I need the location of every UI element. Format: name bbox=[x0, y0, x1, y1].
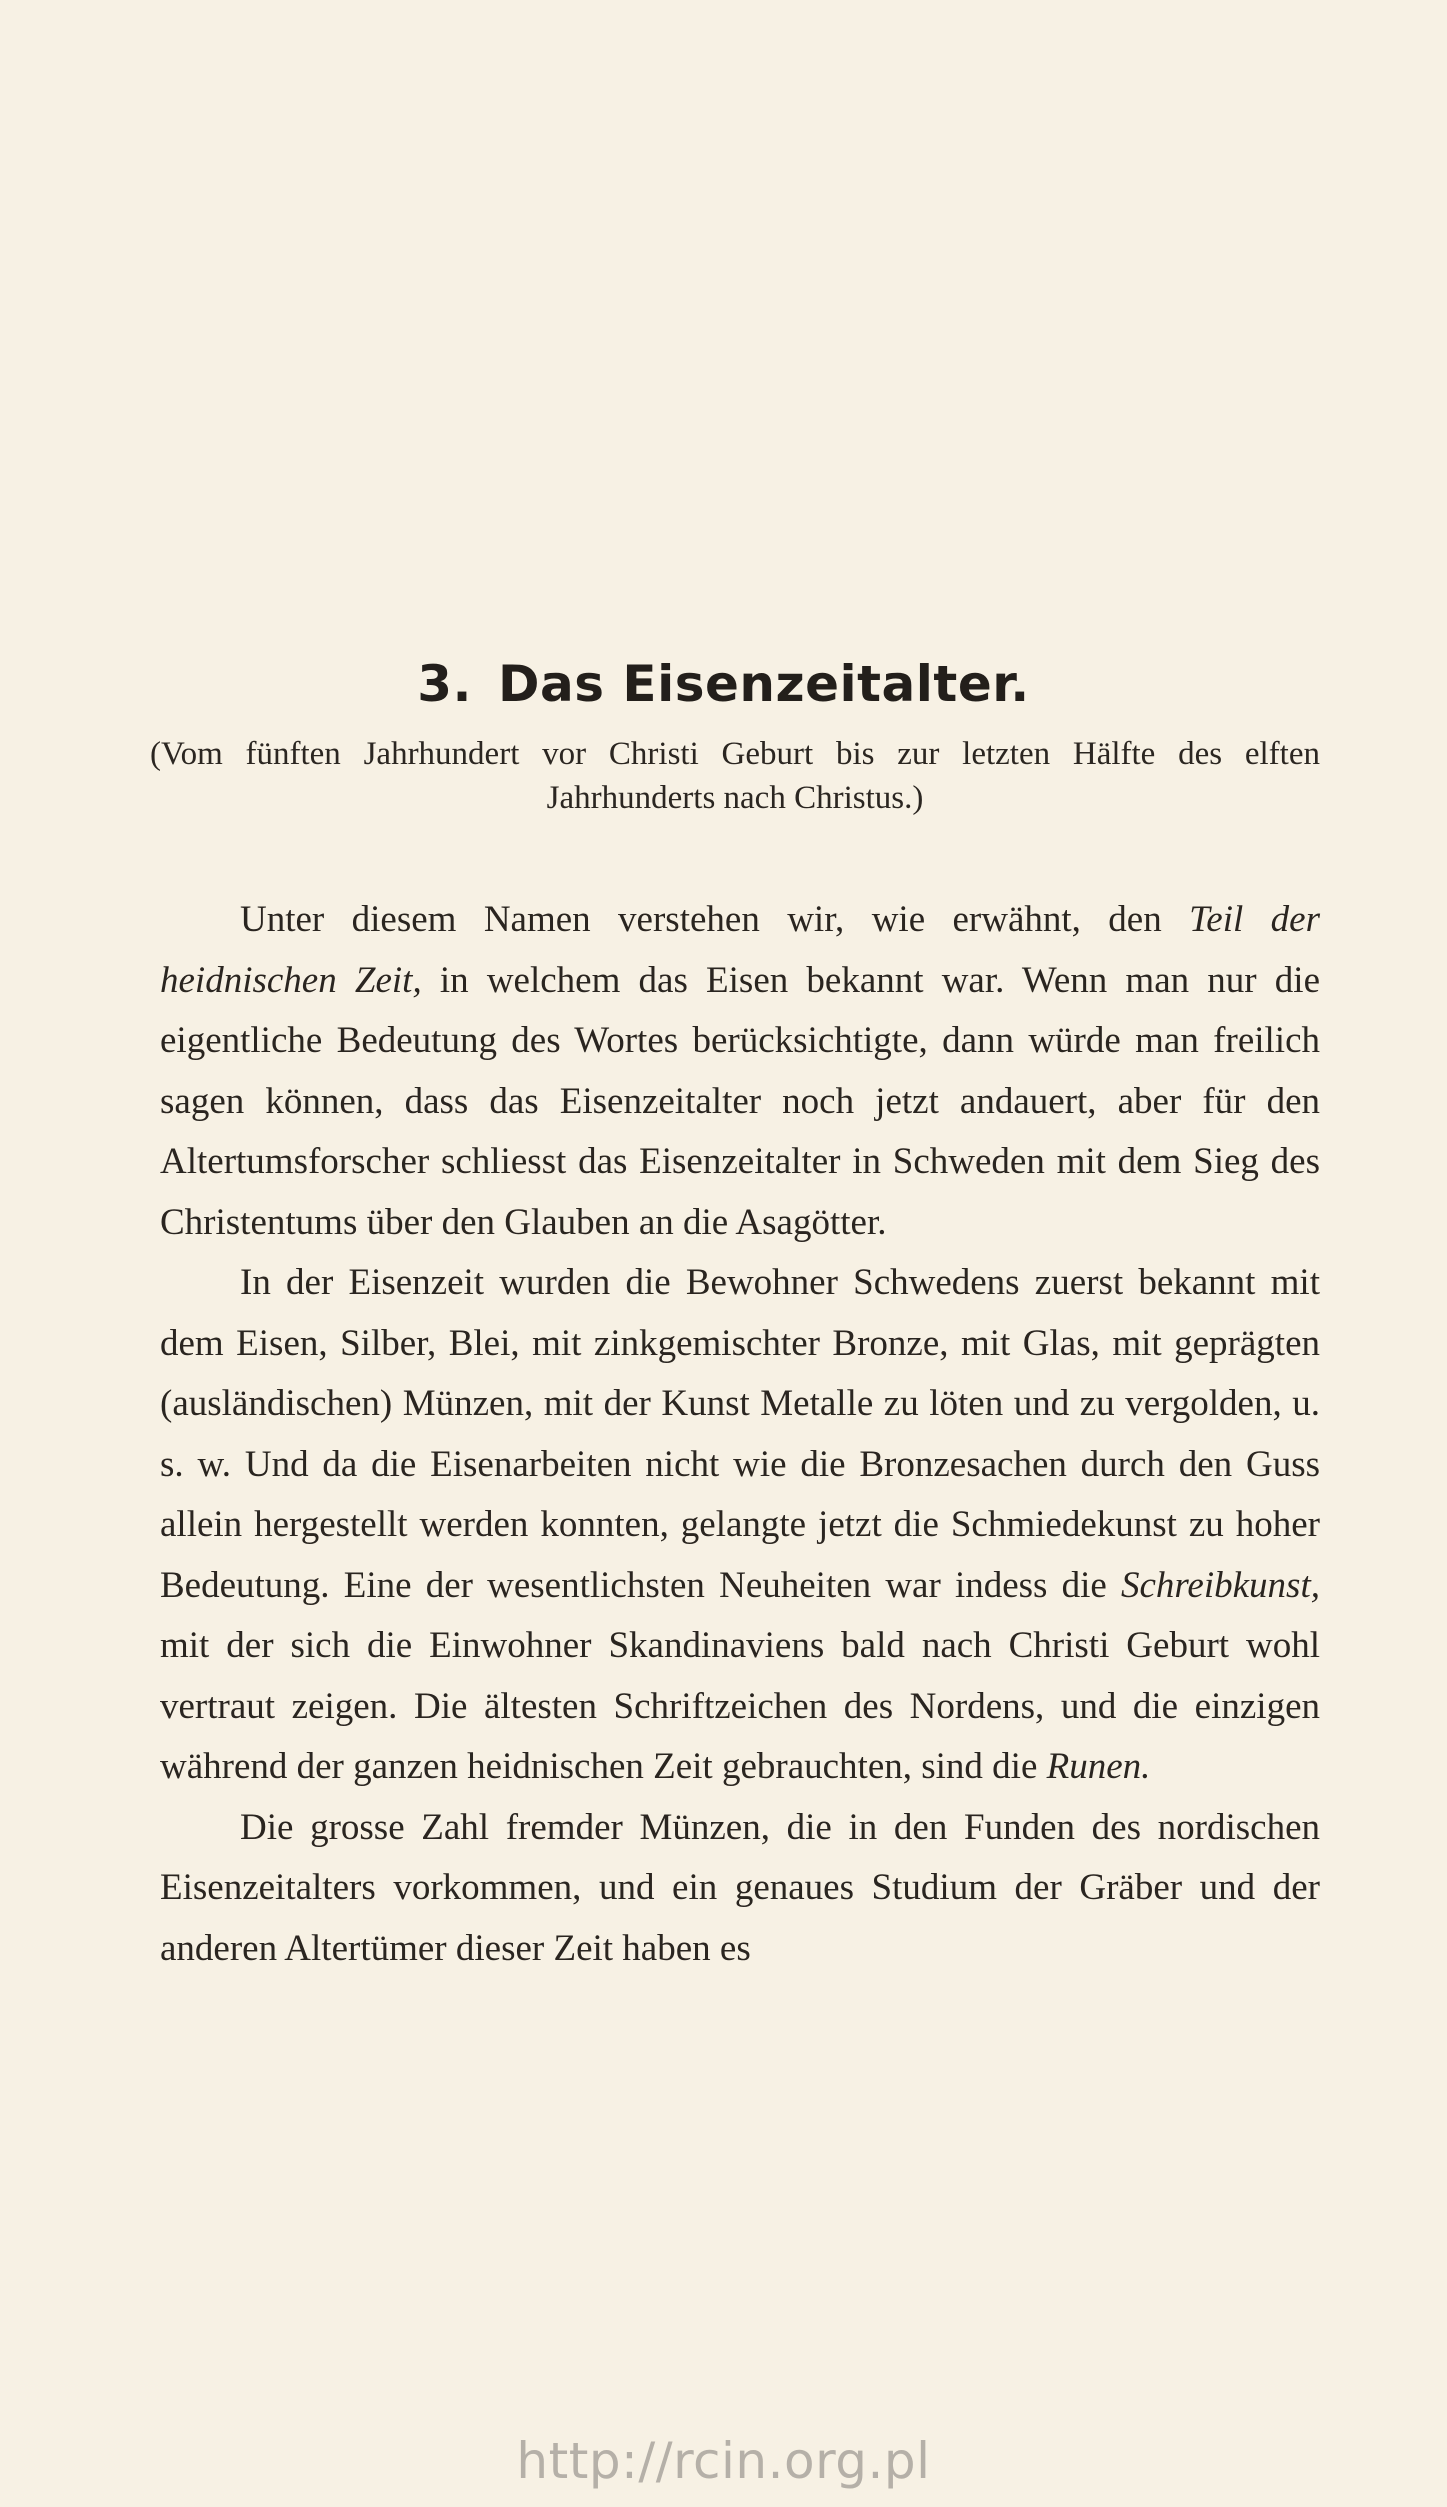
chapter-subtitle: (Vom fünften Jahrhundert vor Christi Geburt bis zur letzten Hälfte des elften Jahrhunderts nach Christus.) bbox=[150, 736, 1320, 816]
paragraph-2 bbox=[160, 1253, 1320, 1798]
paragraph-2-emphasis-runen: Runen. bbox=[1046, 1746, 1151, 1787]
chapter-title: Das Eisenzeitalter. bbox=[498, 655, 1030, 713]
paragraph-3 bbox=[160, 1798, 1320, 1980]
body-text bbox=[160, 890, 1320, 1979]
chapter-number: 3. bbox=[417, 655, 473, 713]
paragraph-2-middle: mit der sich die Einwohner Skandinaviens bald nach Christi Geburt wohl vertraut zeigen. Die ältesten Schriftzeichen des Nordens, und die einzigen während der ganzen heidnischen Zeit gebrauchten, sind die bbox=[160, 1625, 1320, 1787]
paragraph-2-emphasis-schreibkunst: Schreibkunst, bbox=[1120, 1564, 1320, 1606]
source-watermark[interactable]: http://rcin.org.pl bbox=[516, 2432, 931, 2490]
paragraph-1-end: in welchem das Eisen bekannt war. Wenn man nur die eigentliche Bedeutung des Wortes berücksichtigte, dann würde man freilich sagen können, dass das Eisenzeitalter noch jetzt andauert, aber für den Altertumsforscher schliesst das Eisenzeitalter in Schweden mit dem Sieg des Christentums über den Glauben an die Asagötter. bbox=[160, 959, 1320, 1243]
paragraph-2-start: In der Eisenzeit wurden die Bewohner Schwedens zuerst bekannt mit dem Eisen, Silber, Blei, mit zinkgemischter Bronze, mit Glas, mit geprägten (ausländischen) Münzen, mit der Kunst Metalle zu löten und zu vergolden, u. s. w. Und da die Eisenarbeiten nicht wie die Bronzesachen durch den Guss allein hergestellt werden konnten, gelangte jetzt die Schmiedekunst zu hoher Bedeutung. Eine der wesentlichsten Neuheiten war indess die bbox=[160, 1262, 1320, 1606]
paragraph-1-emphasis: Teil der heidnischen Zeit, bbox=[160, 899, 1320, 1001]
chapter-heading bbox=[0, 655, 1447, 713]
paragraph-1 bbox=[160, 890, 1320, 1253]
paragraph-3-text: Die grosse Zahl fremder Münzen, die in den Funden des nordischen Eisenzeitalters vorkommen, und ein genaues Studium der Gräber und der anderen Altertümer dieser Zeit haben es bbox=[160, 1806, 1320, 1969]
paragraph-1-start: Unter diesem Namen verstehen wir, wie erwähnt, den bbox=[240, 899, 1190, 940]
